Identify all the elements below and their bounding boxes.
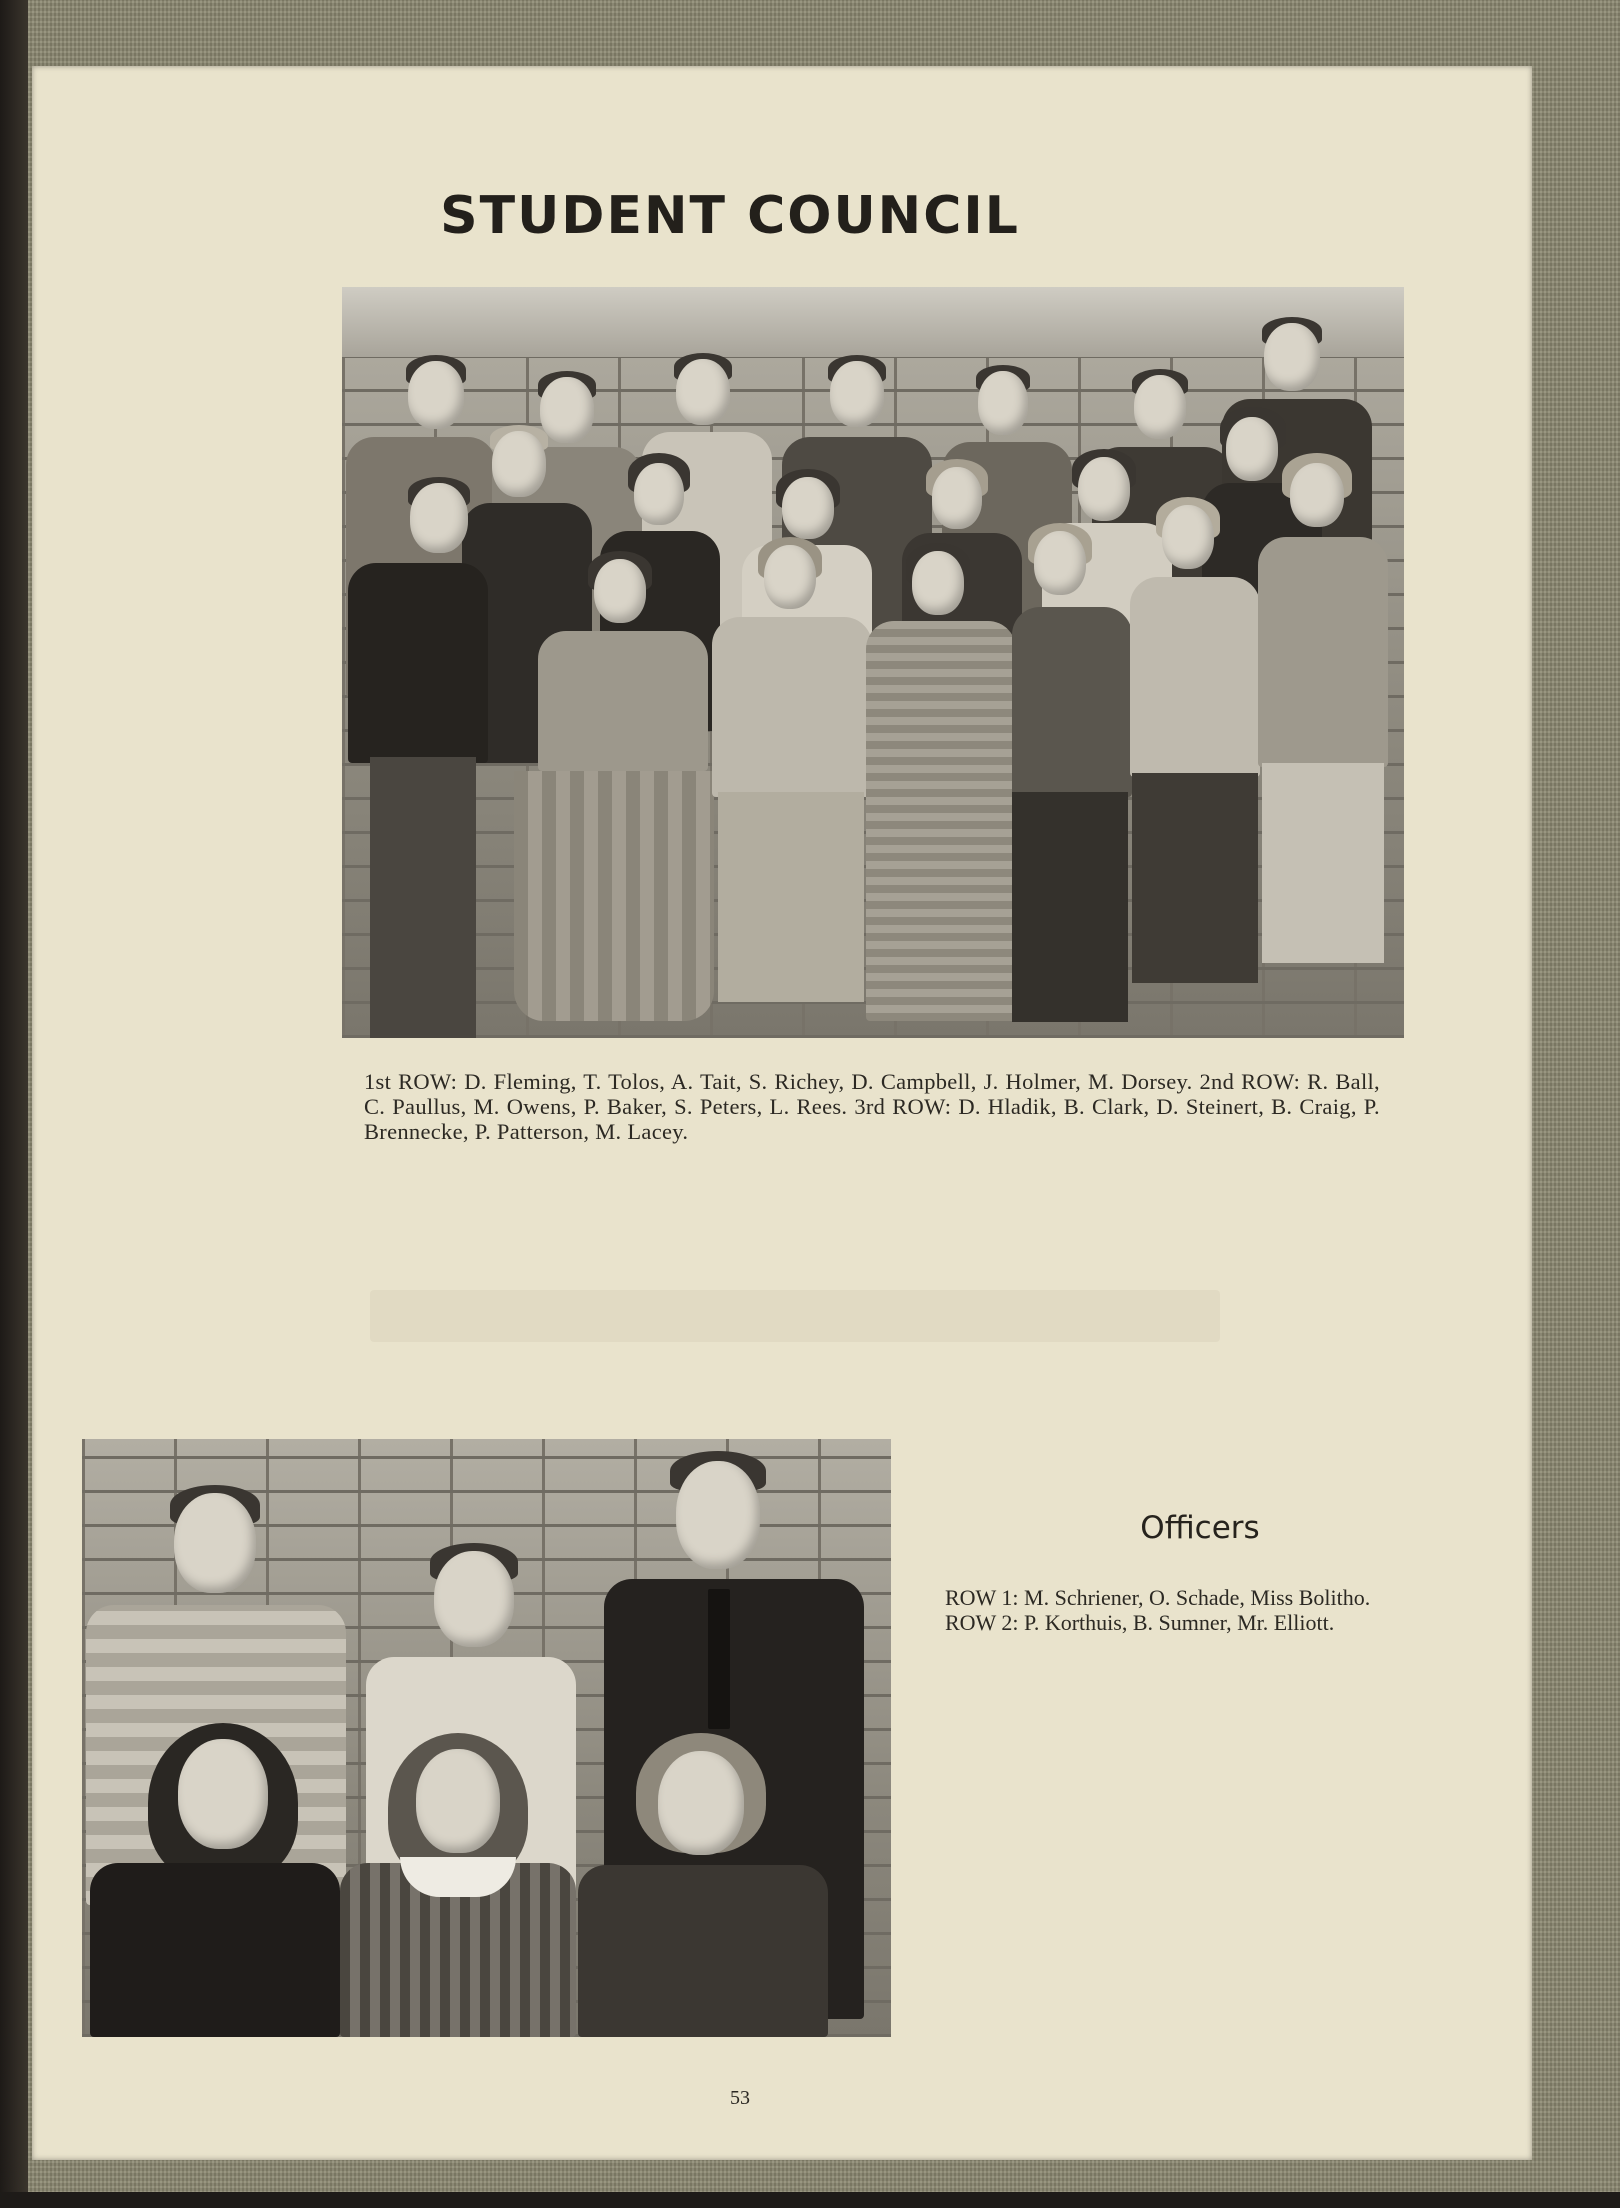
ceiling-panel bbox=[342, 287, 1404, 357]
page-number: 53 bbox=[730, 2087, 750, 2109]
officers-photo bbox=[82, 1439, 891, 2037]
student-council-group-photo bbox=[342, 287, 1404, 1038]
group-photo-caption: 1st ROW: D. Fleming, T. Tolos, A. Tait, S. Richey, D. Campbell, J. Holmer, M. Dorsey. 2nd ROW: R. Ball, C. Paullus, M. Owens, P. Baker, S. Peters, L. Rees. 3rd ROW: D. Hladik, B. Clark, D. Steinert, B. Craig, P. Brennecke, P. Patterson, M. Lacey. bbox=[364, 1069, 1380, 1144]
bleed-through-text bbox=[370, 1290, 1220, 1342]
book-spine-shadow bbox=[0, 0, 28, 2208]
officers-caption: ROW 1: M. Schriener, O. Schade, Miss Bolitho. ROW 2: P. Korthuis, B. Sumner, Mr. Elliott. bbox=[945, 1585, 1371, 1635]
page-title: STUDENT COUNCIL bbox=[440, 186, 1020, 246]
officers-heading: Officers bbox=[1140, 1510, 1260, 1546]
book-edge-shadow bbox=[0, 2192, 1620, 2208]
